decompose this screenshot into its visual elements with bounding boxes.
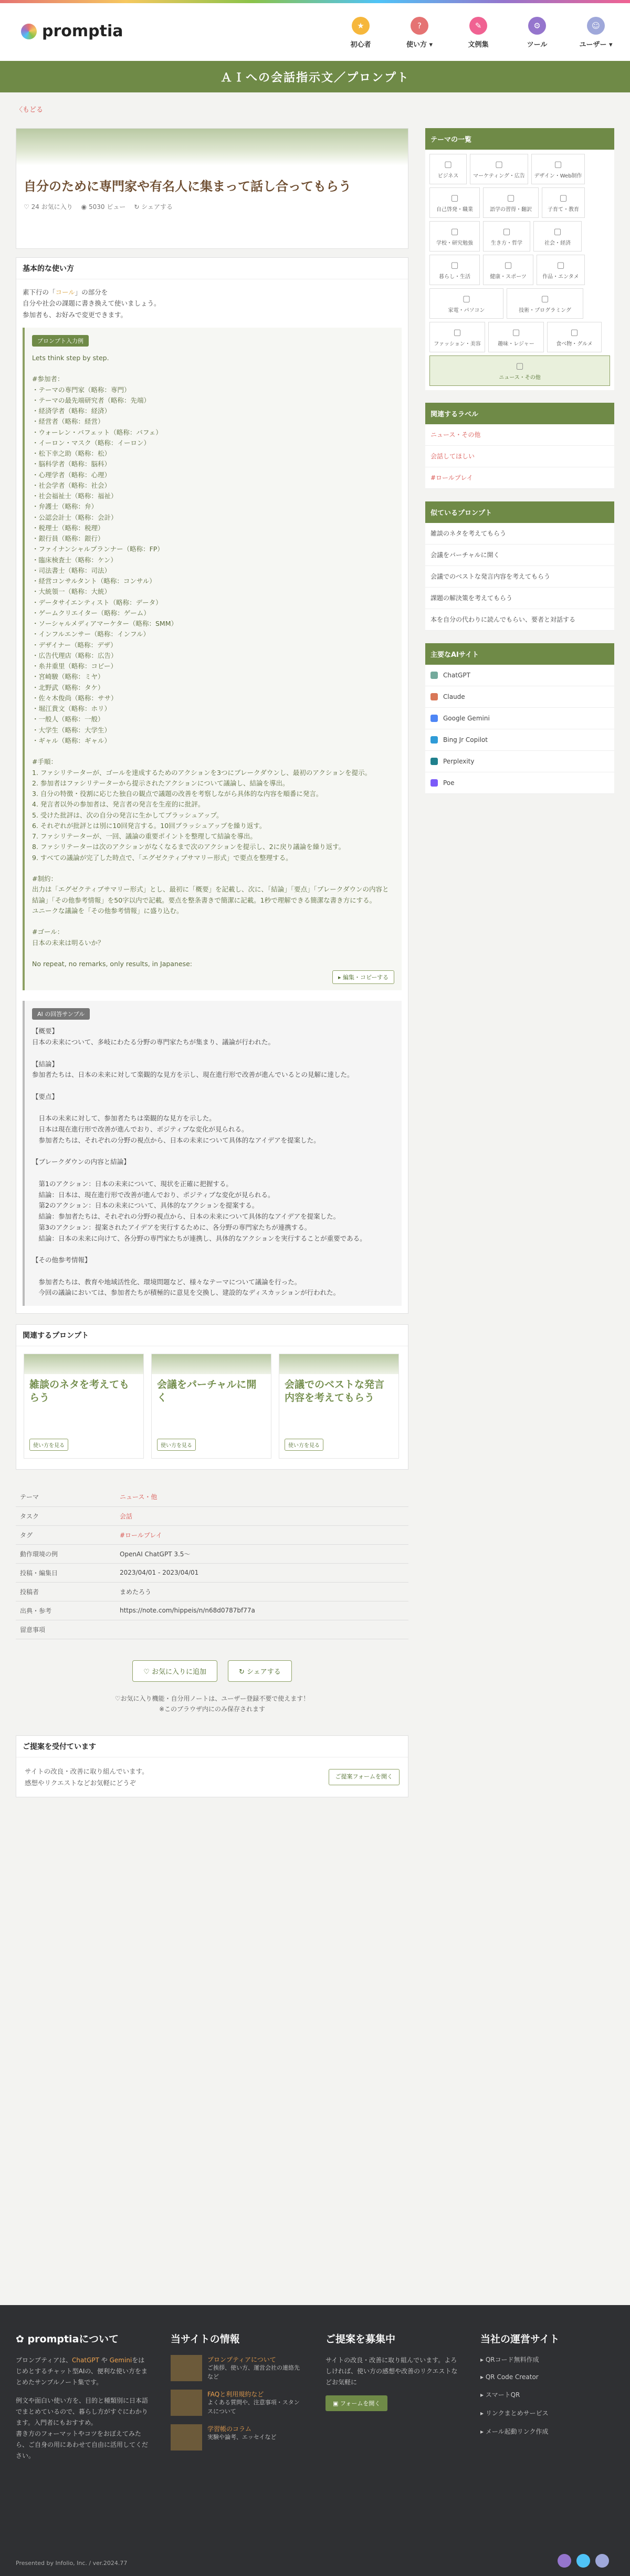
hero-card [16,128,408,249]
footer-info-heading: 当サイトの情報 [171,2333,240,2345]
related-image [279,1354,398,1374]
related-image [24,1354,143,1374]
suggest-heading: ご提案を受付ています [16,1736,408,1757]
theme-item[interactable] [483,221,530,252]
theme-label: 健康・スポーツ [490,274,527,280]
related-button[interactable]: 使い方を見る [29,1439,68,1451]
ai-site-item[interactable] [425,772,614,794]
link-icon: ▸ [480,2373,486,2381]
theme-label: 暮らし・生活 [439,274,470,280]
ai-logo-icon [430,758,438,765]
meta-key: 出典・参考 [16,1601,116,1620]
footer-info-list [171,2355,304,2451]
nav-icon: ✎ [469,17,487,35]
ai-logo-icon [430,715,438,722]
theme-item[interactable] [429,288,503,319]
footer-suggest [326,2331,459,2462]
site-logo[interactable] [21,22,123,40]
labels-heading: 関連するラベル [425,403,614,424]
logo-mark-icon [21,24,37,39]
theme-icon: ▢ [453,327,461,337]
theme-label: 語学の習得・翻訳 [490,207,532,213]
theme-label: 子育て・教育 [548,207,579,213]
footer-site-title: FAQと利用規約など [207,2391,264,2398]
suggest-form-button[interactable]: ご提案フォームを開く [329,1769,400,1785]
theme-icon: ▢ [512,327,520,337]
theme-icon: ▢ [516,361,524,371]
edit-copy-button[interactable]: ▸ 編集・コピーする [332,970,394,984]
footer-site-image [171,2355,202,2381]
chatgpt-link[interactable]: ChatGPT [72,2357,99,2364]
link-icon: ▸ [480,2356,486,2363]
theme-item[interactable] [507,288,583,319]
theme-icon: ▢ [554,159,562,169]
ai-logo-icon [430,779,438,787]
theme-item[interactable] [531,154,585,184]
nav-label: 初心者 [350,41,371,49]
footer-ops-label: QRコード無料作成 [485,2356,539,2363]
theme-item[interactable] [429,355,610,386]
theme-icon: ▢ [559,193,568,203]
related-title: 会議をパーチャルに開く [157,1379,257,1404]
footer-about-p1: プロンプティアは、ChatGPT や Geminiをはじめとするチャット型AIの、便利な使い方をまとめたサンプルノート集です。 [16,2357,148,2386]
footer-site-item[interactable] [171,2390,304,2416]
footer-about-heading: ✿ promptiaについて [16,2333,119,2345]
theme-icon: ▢ [450,193,459,203]
theme-item[interactable] [488,322,544,352]
prompt-title: 自分のために専門家や有名人に集まって話し合ってもらう [24,179,351,194]
theme-icon: ▢ [462,294,471,303]
sidebar [425,128,614,794]
nav-label: 文例集 [468,41,489,49]
nav-icon: ? [411,17,428,35]
ai-site-label: Bing Jr Copilot [443,736,488,744]
footer-site-image [171,2390,202,2416]
theme-label: 自己啓発・職業 [436,207,473,213]
theme-icon: ▢ [450,226,459,236]
site-header [0,3,630,61]
nav-icon: ★ [352,17,370,35]
page-title: ＡＩへの会話指示文／プロンプト [0,61,630,92]
label-item[interactable]: ニュース・その他 [425,424,614,446]
meta-row [16,1582,408,1601]
meta-value: OpenAI ChatGPT 3.5〜 [116,1544,408,1563]
related-card[interactable] [24,1354,144,1459]
footer-about-p3: 書き方のフォーマットやコツをおぼえてみたら、ご自身の用にあわせて自由に活用してください。 [16,2430,149,2459]
footer-ops-item[interactable] [480,2390,614,2399]
meta-value[interactable]: ニュース・他 [116,1488,408,1506]
favorite-note: ♡お気に入り機能・自分用ノートは、ユーザー登録不要で使えます！ ※このブラウザ内にのみ保存されます [114,1694,310,1713]
footer-ops-label: QR Code Creator [485,2373,539,2381]
hero-image [16,129,408,165]
logo-mark-icon: ✿ [16,2333,28,2345]
meta-key: タスク [16,1506,116,1525]
theme-label: 社会・経済 [544,240,571,246]
ai-logo-icon [430,672,438,679]
theme-icon: ▢ [553,226,562,236]
nav-icon: ⚙ [528,17,546,35]
share-link[interactable]: ↻ シェアする [134,203,173,211]
theme-label: ファッション・美容 [434,341,481,347]
similar-item[interactable]: 課題の解決策を考えてもらう [425,588,614,609]
related-heading: 関連するプロンプト [16,1325,408,1346]
ai-site-label: Claude [443,693,465,700]
footer-site-item[interactable] [171,2424,304,2451]
theme-label: 作品・エンタメ [542,274,579,280]
ai-heading: 主要なAIサイト [425,643,614,665]
related-grid [16,1346,408,1469]
nav-item-1[interactable] [401,17,438,49]
theme-item[interactable] [483,255,533,285]
ai-site-label: Google Gemini [443,715,490,722]
theme-icon: ▢ [495,159,503,169]
footer-form-button[interactable]: ▣ フォームを開く [326,2395,387,2411]
ai-site-item[interactable] [425,708,614,729]
footer-site-text [207,2355,304,2381]
nav-item-2[interactable] [460,17,497,49]
footer-site-desc: 実験や論考、エッセイなど [207,2434,277,2441]
ai-logo-icon [430,736,438,744]
nav-label: 使い方 ▾ [406,41,433,49]
logo-text: promptia [42,22,123,40]
theme-icon: ▢ [504,260,512,270]
theme-label: ニュース・その他 [499,375,541,381]
ai-site-item[interactable] [425,686,614,708]
meta-value: 2023/04/01 - 2023/04/01 [116,1563,408,1582]
theme-icon: ▢ [570,327,579,337]
social-icons [558,2554,609,2568]
back-link[interactable]: 〈もどる [16,106,44,114]
related-card[interactable] [151,1354,271,1459]
prompt-text: Lets think step by step. #参加者： ・テーマの専門家（略称：専門） ・テーマの最先端研究者（略称：先端） ・経済学者（略称：経済） ・経営者（略称：経営） ・ウォーレン・バフェット（略称：バフェ） ・イーロン・マスク（略称：イーロン） ・松下幸之助（略称：松） ・脳科学者（略称：脳科） ・心理学者（略称：心理） ・社会学者（略称：社会） ・社会福祉士（略称：福祉） ・弁護士（略称：弁） ・公認会計士（略称：会計） ・税理士（略称：税理） ・銀行員（略称：銀行） ・ファイナンシャルプランナー（略称：FP） ・臨床検査士（略称：ケン） ・司法書士（略称：司法） ・経営コンサルタント（略称：コンサル） ・大統領一（略称：大統） ・データサイエンティスト（略称：データ） ・ゲームクリエイター（略称：ゲーム） ・ソーシャルメディアマーケター（略称：SMM） ・インフルエンサー（略称：インフル） ・デザイナー（略称：デザ） ・広告代理店（略称：広告） ・糸井重里（略称：コピー） ・宮崎駿（略称：ミヤ） ・北野武（略称：タケ） ・佐々木俊尚（略称：ササ） ・堀江貴文（略称：ホリ） ・一般人（略称：一般） ・大学生（略称：大学生） ・ギャル（略称：ギャル） #手順： 1. ファシリテーターが、ゴールを達成するためのアクションを3つにブレークダウンし、最初のアクションを提示。 2. 参加者はファシリテーターから提示されたアクションについて議論し、結論を導出。 3. 自分の特徴・役割に応じた独自の観点で議題の改善を考察しながら具体的な内容を順番に発言。 4. 発言者以外の参加者は、発言者の発言を生産的に批評。 5. 受けた批評は、次の自分の発言に生かしてブラッシュアップ。 6. それぞれが批評とは別に10回発言する。10回ブラッシュアップを繰り返す。 7. ファシリテーターが、一回、議論の重要ポイントを整理して結論を導出。 8. ファシリテーターは次のアクションがなくなるまで次のアクションを提示し、2に戻り議論を繰り返す。 9. すべての議論が完了した時点で、「エグゼクティブサマリー形式」で要点を整理する。 #制約： 出力は「エグゼクティブサマリー形式」とし、最初に「概要」を記載し、次に、「結論」「要点」「ブレークダウンの内容と結論」「その他参考情報」を50字以内で記載。要点を整条書きで簡潔に記載。1秒で理解できる簡潔な書き方にする。 ユニークな議論を「その他参考情報」に盛り込む。 #ゴール： 日本の未来は明るいか？ No repeat, no remarks, only results, in Japanese: [32,353,389,968]
usage-card [16,257,408,1314]
nav-item-4[interactable] [578,17,614,49]
ai-output-box [23,1001,402,1306]
theme-item[interactable] [547,322,602,352]
theme-icon: ▢ [450,260,459,270]
theme-label: 家電・パソコン [448,308,485,313]
output-tag: AI の回答サンプル [32,1008,90,1020]
footer-ops-item[interactable] [480,2373,614,2381]
theme-icon: ▢ [556,260,565,270]
related-image [152,1354,271,1374]
ai-logo-icon [430,693,438,700]
theme-icon: ▢ [541,294,549,303]
meta-row [16,1488,408,1506]
footer-ops-list [480,2355,614,2436]
footer-ops-label: スマートQR [485,2391,520,2399]
social-icon-3[interactable] [595,2554,609,2568]
ai-site-label: Poe [443,779,455,787]
meta-row [16,1563,408,1582]
footer-site-desc: よくある質問や、注意事項・スタンスについて [207,2399,300,2415]
header-nav [342,17,614,49]
theme-item[interactable] [429,221,480,252]
label-item[interactable]: 会話してほしい [425,446,614,467]
similar-heading: 似ているプロンプト [425,501,614,523]
footer-ops [480,2331,614,2462]
footer-info [171,2331,304,2462]
label-item[interactable]: #ロールプレイ [425,467,614,489]
theme-icon: ▢ [507,193,515,203]
nav-label: ツール [527,41,548,49]
usage-instructions: 素下行の「コール」の部分を 自分や社会の課題に書き換えて使いましょう。 参加者も、お好みで変更できます。 [23,288,161,319]
footer-ops-item[interactable] [480,2427,614,2436]
nav-label: ユーザー ▾ [579,41,613,49]
site-footer [0,2305,630,2576]
footer-site-text [207,2424,276,2442]
ai-site-item[interactable] [425,751,614,772]
copyright: Presented by Infolio, Inc. / ver.2024.77 [16,2560,128,2567]
theme-label: 生き方・哲学 [491,240,522,246]
meta-value: https://note.com/hippeis/n/n68d0787bf77a [116,1601,408,1620]
meta-row [16,1620,408,1639]
footer-ops-label: メール起動リンク作成 [485,2428,549,2435]
theme-icon: ▢ [444,159,453,169]
nav-item-3[interactable] [519,17,555,49]
hero-meta [24,202,173,211]
footer-site-text [207,2390,304,2416]
meta-key: タグ [16,1525,116,1544]
footer-suggest-text: サイトの改良・改善に取り組んでいます。よろしければ、使い方の感想や改善のリクエストなどお気軽に [326,2357,458,2386]
link-icon: ▸ [480,2428,486,2435]
meta-value [116,1620,408,1639]
theme-label: 食べ物・グルメ [556,341,593,347]
footer-about [16,2331,150,2462]
theme-item[interactable] [470,154,528,184]
theme-label: 趣味・レジャー [498,341,534,347]
related-card[interactable] [279,1354,399,1459]
related-button[interactable]: 使い方を見る [157,1439,196,1451]
social-icon-2[interactable] [576,2554,590,2568]
footer-ops-item[interactable] [480,2355,614,2364]
footer-columns [0,2305,630,2462]
footer-suggest-heading: ご提案を募集中 [326,2333,396,2345]
theme-icon: ▢ [502,226,511,236]
theme-label: ビジネス [437,173,459,179]
meta-value: まめたろう [116,1582,408,1601]
related-prompts-card [16,1324,408,1470]
ai-site-label: ChatGPT [443,672,470,679]
labels-list [425,424,614,489]
usage-heading: 基本的な使い方 [16,258,408,279]
theme-item[interactable] [429,187,480,218]
theme-label: 学校・研究勉強 [436,240,473,246]
meta-key: 投稿・編集日 [16,1563,116,1582]
theme-item[interactable] [533,221,582,252]
nav-item-0[interactable] [342,17,379,49]
meta-key: 投稿者 [16,1582,116,1601]
link-icon: ▸ [480,2410,486,2417]
main-column [16,128,408,1797]
similar-item[interactable]: 雑談のネタを考えてもらう [425,523,614,544]
similar-list [425,523,614,631]
similar-item[interactable]: 会議でのベストな発言内容を考えてもらう [425,566,614,588]
output-text: 【概要】 日本の未来について、多岐にわたる分野の専門家たちが集まり、議論が行われた。 【結論】 参加者たちは、日本の未来に対して楽観的な見方を示し、現在進行形で改善が進んでいるとの見解に達した。 【要点】 日本の未来に対して、参加者たちは楽観的な見方を示した。 日本は現在進行形で改善が進んでおり、ポジティブな変化が見られる。 参加者たちは、それぞれの分野の視点から、日本の未来について具体的なアイデアを提案した。 【ブレークダウンの内容と結論】 第1のアクション：日本の未来について、現状を正確に把握する。 結論：日本は、現在進行形で改善が進んでおり、ポジティブな変化が見られる。 第2のアクション：日本の未来について、具体的なアクションを提案する。 結論：参加者たちは、それぞれの分野の視点から、日本の未来について具体的なアイデアを提案した。 第3のアクション：提案されたアイデアを実行するために、各分野の専門家たちが連携する。 結論：日本の未来に向けて、各分野の専門家たちが連携し、具体的なアクションを実行することが重要である。 【その他参考情報】 参加者たちは、教育や地域活性化、環境問題など、様々なテーマについて議論を行った。 今回の議論においては、参加者たちが積極的に意見を交換し、建設的なディスカッションが行われた。 [32,1027,366,1297]
gemini-link[interactable]: Gemini [109,2357,132,2364]
add-favorite-button[interactable]: ♡ お気に入りに追加 [132,1660,217,1682]
meta-row [16,1506,408,1525]
suggest-body [16,1757,408,1797]
ai-site-label: Perplexity [443,758,475,765]
theme-label: 技術・プログラミング [519,308,571,313]
prompt-example-box [23,328,402,991]
theme-item[interactable] [429,154,467,184]
suggest-text: サイトの改良・改善に取り組んでいます。 感想やリクエストなどお気軽にどうぞ [25,1767,149,1787]
footer-site-image [171,2424,202,2451]
prompt-tag: プロンプト入力例 [32,335,89,347]
link-icon: ▸ [480,2391,486,2399]
ai-site-item[interactable] [425,729,614,751]
footer-ops-heading: 当社の運営サイト [480,2333,560,2345]
footer-site-title: プロンプティアについて [207,2356,276,2363]
usage-body [16,279,408,1313]
theme-item[interactable] [542,187,585,218]
theme-item[interactable] [483,187,539,218]
theme-grid [425,150,614,390]
heart-icon: ♡ [24,203,32,211]
suggest-card [16,1735,408,1797]
footer-ops-label: リンクまとめサービス [485,2410,549,2417]
views-count: ◉ 5030 ビュー [81,203,126,211]
meta-table [16,1488,408,1639]
ai-site-item[interactable] [425,665,614,686]
theme-item[interactable] [537,255,585,285]
share-button[interactable]: ↻ シェアする [228,1660,292,1682]
footer-ops-item[interactable] [480,2409,614,2417]
related-title: 会議でのベストな発言内容を考えてもらう [285,1379,385,1404]
form-icon: ▣ [333,2400,340,2407]
meta-row [16,1601,408,1620]
theme-heading: テーマの一覧 [425,128,614,150]
related-button[interactable]: 使い方を見る [285,1439,323,1451]
likes-count: ♡ 24 お気に入り [24,203,73,211]
goal-link[interactable]: コール [55,288,75,296]
meta-value[interactable]: #ロールプレイ [116,1525,408,1544]
meta-key: 留意事項 [16,1620,116,1639]
nav-icon: ☺ [587,17,605,35]
social-icon-1[interactable] [558,2554,571,2568]
meta-key: 動作環境の例 [16,1544,116,1563]
meta-value[interactable]: 会話 [116,1506,408,1525]
theme-item[interactable] [429,255,480,285]
footer-about-p2: 例文や面白い使い方を、目的と種類別に日本語でまとめているので、暮らし方がすぐにわかります。入門者にもおすすめ。 [16,2397,149,2426]
meta-row [16,1525,408,1544]
similar-item[interactable]: 会議をバーチャルに開く [425,544,614,566]
footer-site-desc: ご挨拶、使い方、運営会社の連絡先など [207,2364,300,2380]
theme-label: マーケティング・広告 [473,173,525,179]
theme-label: デザイン・Web制作 [534,173,582,179]
meta-row [16,1544,408,1563]
footer-site-title: 学習帳のコラム [207,2425,251,2433]
eye-icon: ◉ [81,203,89,211]
similar-item[interactable]: 本を自分の代わりに読んでもらい、要者と対話する [425,609,614,631]
theme-item[interactable] [429,322,485,352]
footer-site-item[interactable] [171,2355,304,2381]
action-row [16,1660,408,1682]
related-title: 雑談のネタを考えてもらう [29,1379,130,1404]
ai-list [425,665,614,794]
share-icon: ↻ [134,203,142,211]
meta-key: テーマ [16,1488,116,1506]
